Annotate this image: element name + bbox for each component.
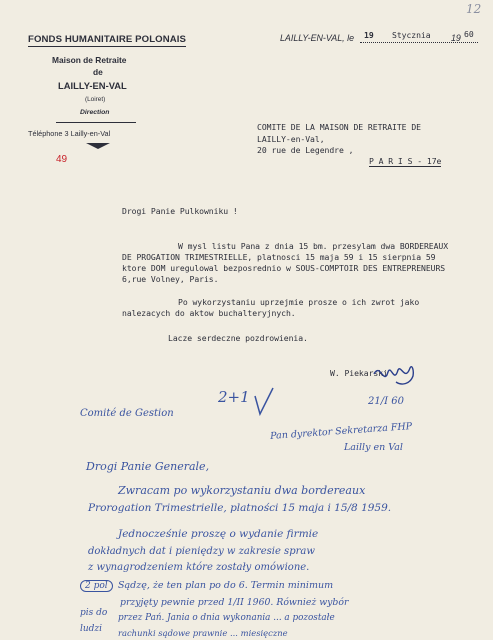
hand-line-4: Jednocześnie proszę o wydanie firmie: [118, 528, 319, 540]
body-line-5: Po wykorzystaniu uprzejmie prosze o ich zwrot jako: [178, 297, 420, 307]
date-place: LAILLY-EN-VAL, le: [280, 33, 354, 43]
hand-line-3: Prorogation Trimestrielle, platności 15 maja i 15/8 1959.: [88, 502, 392, 514]
body-line-3: ktore DOM uregulowal bezposrednio w SOUS-COMPTOIR DES ENTREPRENEURS: [122, 263, 446, 273]
org-name: FONDS HUMANITAIRE POLONAIS: [28, 34, 187, 45]
date-year-prefix: 19: [451, 33, 461, 43]
date-dotted-line: [360, 42, 478, 43]
margin-note-3: ludzi: [80, 624, 103, 634]
body-line-1: W mysl listu Pana z dnia 15 bm. przesylam dwa BORDEREAUX: [178, 241, 449, 251]
hand-line-2: Zwracam po wykorzystaniu dwa bordereaux: [118, 484, 366, 497]
maison-phone: Téléphone 3 Lailly-en-Val: [28, 129, 111, 138]
handwritten-date: 21/I 60: [368, 396, 404, 407]
maison-dept: (Loiret): [85, 96, 106, 103]
margin-note-2: pis do: [80, 608, 108, 618]
body-line-4: 6,rue Volney, Paris.: [122, 274, 219, 284]
salutation: Drogi Panie Pulkowniku !: [122, 206, 238, 216]
handwritten-mark: 2+1: [218, 388, 250, 406]
hand-line-7: Sądzę, że ten plan po do 6. Termin minimum: [118, 580, 334, 591]
note-right-2: Lailly en Val: [344, 442, 403, 453]
body-line-2: DE PROGATION TRIMESTRIELLE, platnosci 15 maja 59 i 15 sierpnia 59: [122, 252, 436, 262]
recipient-line-1: COMITE DE LA MAISON DE RETRAITE DE: [257, 122, 421, 132]
hand-line-8: przyjęty pewnie przed 1/II 1960. Również wybór: [120, 597, 349, 608]
hand-line-10: rachunki sądowe prawnie ... miesięczne: [118, 628, 288, 638]
signature-name: W. Piekarski: [330, 368, 388, 378]
red-reference-number: 49: [56, 154, 68, 165]
page-number-mark: 12: [466, 2, 482, 16]
ornament-icon: [86, 141, 110, 150]
margin-note-1: 2 pol: [80, 580, 113, 592]
date-day: 19: [364, 30, 374, 40]
recipient-city: P A R I S - 17e: [369, 156, 442, 166]
recipient-line-3: 20 rue de Legendre ,: [257, 145, 354, 155]
signature-scribble: [372, 360, 416, 390]
hand-line-9: przez Pań. Jania o dnia wykonania ... a pozostałe: [118, 613, 335, 623]
note-left: Comité de Gestion: [80, 408, 174, 419]
hand-line-5: dokładnych dat i pieniędzy w zakresie spraw: [88, 546, 315, 557]
maison-town: LAILLY-EN-VAL: [58, 80, 127, 91]
recipient-line-2: LAILLY-en-Val,: [257, 134, 325, 144]
date-year-suffix: 60: [464, 29, 474, 39]
maison-title: Maison de Retraite: [52, 55, 127, 65]
maison-de: de: [93, 67, 103, 77]
hand-line-1: Drogi Panie Generale,: [86, 460, 210, 473]
header-rule: [56, 122, 136, 123]
maison-direction: Direction: [80, 109, 110, 116]
closing: Lacze serdeczne pozdrowienia.: [168, 333, 308, 343]
note-right-1: Pan dyrektor Sekretarza FHP: [269, 421, 413, 442]
date-month: Stycznia: [392, 30, 431, 40]
body-line-6: nalezacych do aktow buchalteryjnych.: [122, 308, 296, 318]
check-mark-icon: [253, 386, 275, 416]
hand-line-6: z wynagrodzeniem które zostały omówione.: [88, 562, 310, 573]
